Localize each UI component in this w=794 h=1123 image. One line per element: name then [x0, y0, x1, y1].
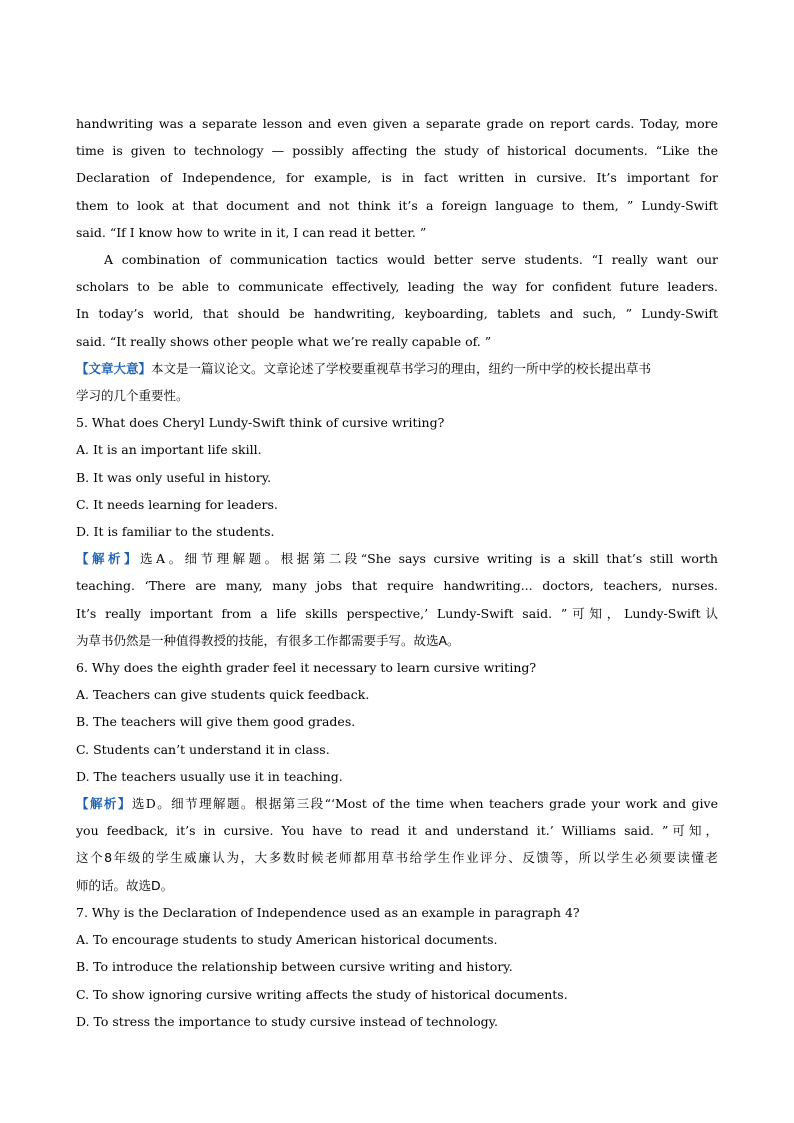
text-line: said. “It really shows other people what we’re really capable of. ”	[76, 333, 492, 349]
analysis-line	[76, 545, 718, 572]
analysis-text: 为草书仍然是一种值得教授的技能，有很多工作都需要手写。故选A。	[76, 632, 460, 648]
analysis-text: 这个8年级的学生威廉认为，大多数时候老师都用草书给学生作业评分、反馈等，所以学生必须要读懂老	[76, 850, 718, 866]
question-text: 7. Why is the Declaration of Independence used as an example in paragraph 4?	[76, 904, 580, 920]
option-b: B. The teachers will give them good grades.	[76, 714, 356, 730]
text-line: In today’s world, that should be handwriting, keyboarding, tablets and such, ” Lundy-Swift	[76, 306, 718, 322]
summary-line	[76, 355, 718, 382]
option-d: D. The teachers usually use it in teaching.	[76, 768, 343, 784]
analysis-line	[76, 790, 718, 817]
analysis-text: 师的话。故选D。	[76, 877, 174, 893]
question-text: 6. Why does the eighth grader feel it necessary to learn cursive writing?	[76, 660, 537, 676]
summary-text: 学习的几个重要性。	[76, 388, 189, 404]
option-b: B. It was only useful in history.	[76, 469, 272, 485]
analysis-text: 选D。细节理解题。根据第三段“‘Most of the time when teachers grade your work and give	[131, 796, 718, 812]
option-d: D. It is familiar to the students.	[76, 524, 275, 540]
option-c: C. Students can’t understand it in class.	[76, 741, 330, 757]
document-page	[76, 110, 718, 1035]
text-line: Declaration of Independence, for example, is in fact written in cursive. It’s important for	[76, 170, 718, 186]
summary-text: 本文是一篇议论文。文章论述了学校要重视草书学习的理由，纽约一所中学的校长提出草书	[151, 360, 652, 376]
passage-paragraph	[76, 246, 718, 355]
analysis-tag: 【解析】	[76, 551, 141, 567]
passage-paragraph	[76, 110, 718, 246]
analysis-text: It’s really important from a life skills perspective,’ Lundy-Swift said. ”可知，Lundy-Swift认	[76, 605, 718, 621]
text-line: said. “If I know how to write in it, I can read it better. ”	[76, 224, 427, 240]
question-7	[76, 899, 718, 1035]
option-b: B. To introduce the relationship between cursive writing and history.	[76, 959, 513, 975]
option-a: A. To encourage students to study American historical documents.	[76, 932, 498, 948]
option-c: C. It needs learning for leaders.	[76, 496, 278, 512]
option-a: A. Teachers can give students quick feedback.	[76, 687, 370, 703]
text-line: time is given to technology — possibly affecting the study of historical documents. “Like the	[76, 143, 718, 159]
question-5	[76, 409, 718, 654]
text-line: A combination of communication tactics would better serve students. “I really want our	[104, 252, 718, 268]
article-summary	[76, 355, 718, 409]
analysis-text: teaching. ‘There are many, many jobs that require handwriting... doctors, teachers, nurses.	[76, 578, 718, 594]
option-c: C. To show ignoring cursive writing affects the study of historical documents.	[76, 986, 568, 1002]
question-6	[76, 654, 718, 899]
text-line: handwriting was a separate lesson and even given a separate grade on report cards. Today, more	[76, 116, 718, 131]
text-line: them to look at that document and not think it’s a foreign language to them, ” Lundy-Swift	[76, 197, 718, 213]
analysis-tag: 【解析】	[76, 796, 132, 812]
summary-tag: 【文章大意】	[76, 360, 152, 376]
option-d: D. To stress the importance to study cursive instead of technology.	[76, 1013, 499, 1029]
analysis-text: 选A。细节理解题。根据第二段“She says cursive writing is a skill that’s still worth	[140, 551, 718, 567]
question-text: 5. What does Cheryl Lundy-Swift think of cursive writing?	[76, 415, 445, 431]
option-a: A. It is an important life skill.	[76, 442, 262, 458]
analysis-text: you feedback, it’s in cursive. You have to read it and understand it.’ Williams said. ”可知，	[76, 823, 718, 839]
text-line: scholars to be able to communicate effectively, leading the way for confident future leaders.	[76, 279, 718, 295]
